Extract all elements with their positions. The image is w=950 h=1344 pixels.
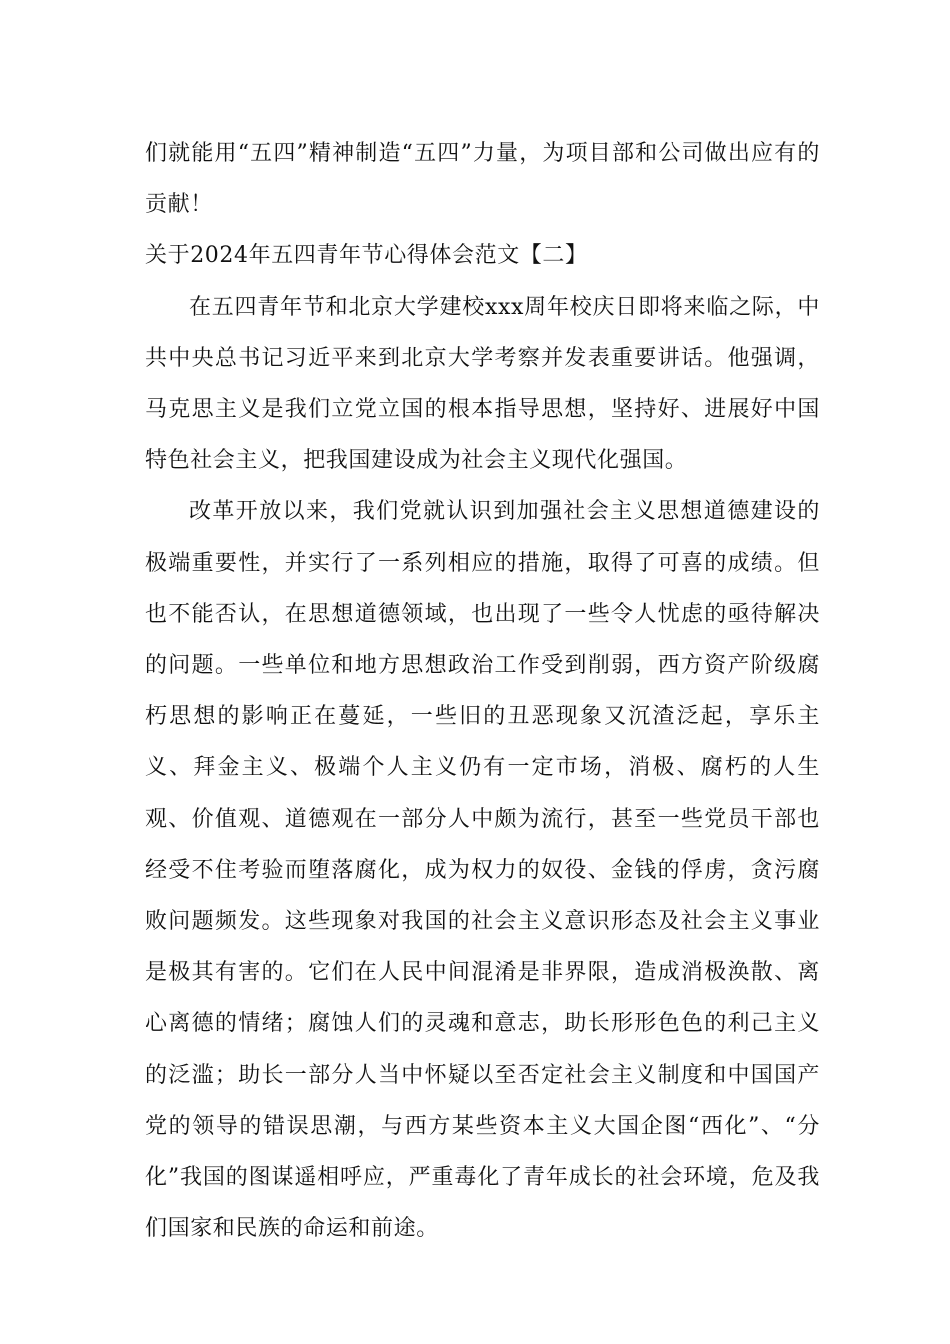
body-paragraph-1: 在五四青年节和北京大学建校xxx周年校庆日即将来临之际，中共中央总书记习近平来到北京大学考察并发表重要讲话。他强调，马克思主义是我们立党立国的根本指导思想，坚持好、进展好中国特色社会主义，把我国建设成为社会主义现代化强国。 (145, 294, 820, 474)
continuation-paragraph: 们就能用“五四”精神制造“五四”力量，为项目部和公司做出应有的贡献！ (145, 141, 820, 218)
section-heading: 关于2024年五四青年节心得体会范文【二】 (145, 243, 588, 269)
body-paragraph-2: 改革开放以来，我们党就认识到加强社会主义思想道德建设的极端重要性，并实行了一系列相应的措施，取得了可喜的成绩。但也不能否认，在思想道德领域，也出现了一些令人忧虑的亟待解决的问题。一些单位和地方思想政治工作受到削弱，西方资产阶级腐朽思想的影响正在蔓延，一些旧的丑恶现象又沉渣泛起，享乐主义、拜金主义、极端个人主义仍有一定市场，消极、腐朽的人生观、价值观、道德观在一部分人中颇为流行，甚至一些党员干部也经受不住考验而堕落腐化，成为权力的奴役、金钱的俘虏，贪污腐败问题频发。这些现象对我国的社会主义意识形态及社会主义事业是极其有害的。它们在人民中间混淆是非界限，造成消极涣散、离心离德的情绪；腐蚀人们的灵魂和意志，助长形形色色的利己主义的泛滥；助长一部分人当中怀疑以至否定社会主义制度和中国国产党的领导的错误思潮，与西方某些资本主义大国企图“西化”、“分化”我国的图谋遥相呼应，严重毒化了青年成长的社会环境，危及我们国家和民族的命运和前途。 (145, 499, 820, 1242)
document-body (145, 128, 820, 1254)
